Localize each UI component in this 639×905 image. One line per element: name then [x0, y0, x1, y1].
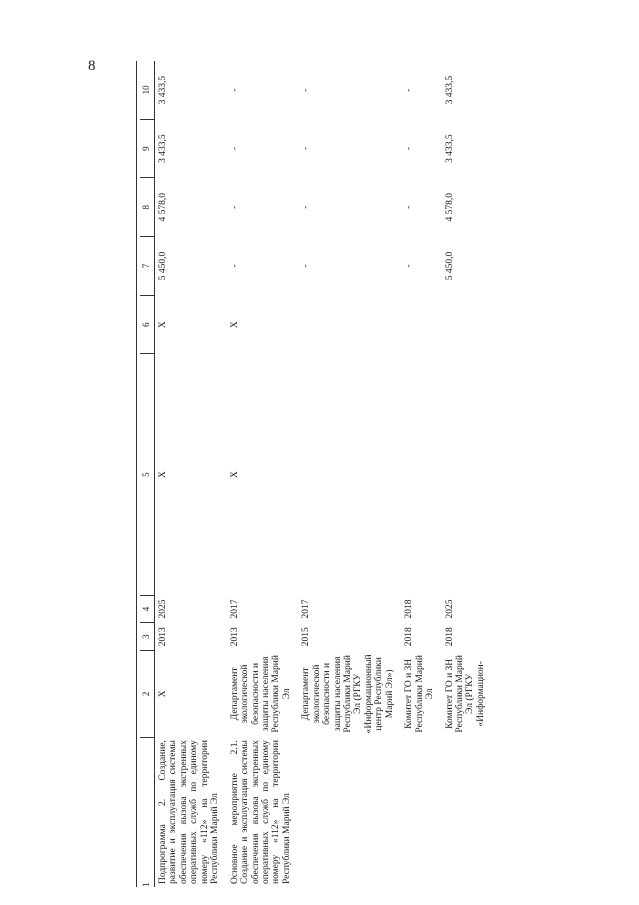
cell-start-year: 2013 — [158, 627, 168, 647]
cell-col5: X — [158, 471, 168, 479]
cell-col7: 5 450,0 — [444, 251, 455, 281]
cell-col8: - — [229, 205, 240, 209]
cell-start-year: 2018 — [444, 627, 455, 647]
cell-col8: - — [301, 205, 312, 209]
cell-col7: - — [229, 264, 240, 268]
cell-executor: X — [158, 690, 168, 698]
cell-col10: - — [301, 88, 312, 92]
cell-executor: Комитет ГО и ЗН Республики Марий Эл (РГКУ «Информацион- — [444, 655, 486, 733]
cell-start-year: 2018 — [404, 627, 415, 647]
page-number: 8 — [88, 58, 96, 74]
table-row — [298, 61, 401, 887]
cell-end-year: 2017 — [229, 599, 240, 619]
cell-col10: 3 433,5 — [444, 75, 455, 105]
col-header-10: 10 — [140, 61, 155, 119]
col-header-9: 9 — [140, 119, 155, 178]
cell-col9: - — [404, 147, 415, 151]
col-header-4: 4 — [140, 595, 155, 623]
col-header-8: 8 — [140, 178, 155, 237]
table-row — [401, 61, 441, 887]
program-table — [140, 61, 492, 887]
rotated-table-sheet — [140, 61, 610, 887]
col-header-2: 2 — [140, 651, 155, 737]
cell-col9: 3 433,5 — [444, 134, 455, 163]
cell-col9: - — [301, 147, 312, 151]
cell-start-year: 2015 — [301, 627, 312, 647]
cell-col9: - — [229, 147, 240, 151]
cell-col10: - — [404, 88, 415, 92]
cell-col8: 4 578,0 — [158, 193, 168, 222]
col-header-6: 6 — [140, 295, 155, 354]
cell-col6: X — [158, 321, 168, 329]
cell-name: Подпрограмма 2. Создание, развитие и эксплуатация системы обеспечения вызова экстренных оперативных служб по единому номеру «112» на территории Республики Марий Эл — [158, 740, 221, 884]
cell-executor: Департамент экологической безопасности и защиты населения Республики Марий Эл (РГКУ «Информационный центр Республики Марий Эл») — [301, 654, 395, 734]
cell-col6 — [442, 295, 493, 354]
table-row — [442, 61, 493, 887]
header-row — [140, 61, 155, 887]
cell-col8: - — [404, 205, 415, 209]
col-header-5: 5 — [140, 354, 155, 595]
cell-col5 — [401, 354, 441, 595]
cell-name — [442, 737, 493, 887]
cell-col5 — [442, 354, 493, 595]
cell-col10: - — [229, 88, 240, 92]
cell-col7: - — [404, 264, 415, 268]
cell-col6 — [401, 295, 441, 354]
cell-col10: 3 433,5 — [158, 75, 168, 105]
cell-col6: X — [229, 321, 240, 329]
cell-col5 — [298, 354, 401, 595]
cell-executor: Департамент экологической безопасности и защиты населения Республики Марий Эл — [229, 655, 292, 733]
col-header-7: 7 — [140, 237, 155, 296]
cell-end-year: 2018 — [404, 599, 415, 619]
cell-start-year: 2013 — [229, 627, 240, 647]
col-header-3: 3 — [140, 623, 155, 651]
table-top-rule — [136, 61, 137, 887]
cell-name — [298, 737, 401, 887]
cell-col8: 4 578,0 — [444, 193, 455, 222]
cell-col5: X — [229, 471, 240, 479]
cell-name — [401, 737, 441, 887]
cell-end-year: 2025 — [158, 599, 168, 619]
cell-end-year: 2017 — [301, 599, 312, 619]
cell-end-year: 2025 — [444, 599, 455, 619]
cell-col6 — [298, 295, 401, 354]
col-header-1: 1 — [140, 737, 155, 887]
cell-name: Основное мероприятие 2.1. Создание и эксплуатация системы обеспечения вызова экстренных оперативных служб по единому номеру «112» на территории Республики Марий Эл — [229, 740, 292, 884]
cell-col7: - — [301, 264, 312, 268]
table-row — [227, 61, 299, 887]
cell-col9: 3 433,5 — [158, 134, 168, 163]
cell-executor: Комитет ГО и ЗН Республики Марий Эл — [404, 655, 436, 733]
cell-col7: 5 450,0 — [158, 251, 168, 281]
table-row — [155, 61, 227, 887]
